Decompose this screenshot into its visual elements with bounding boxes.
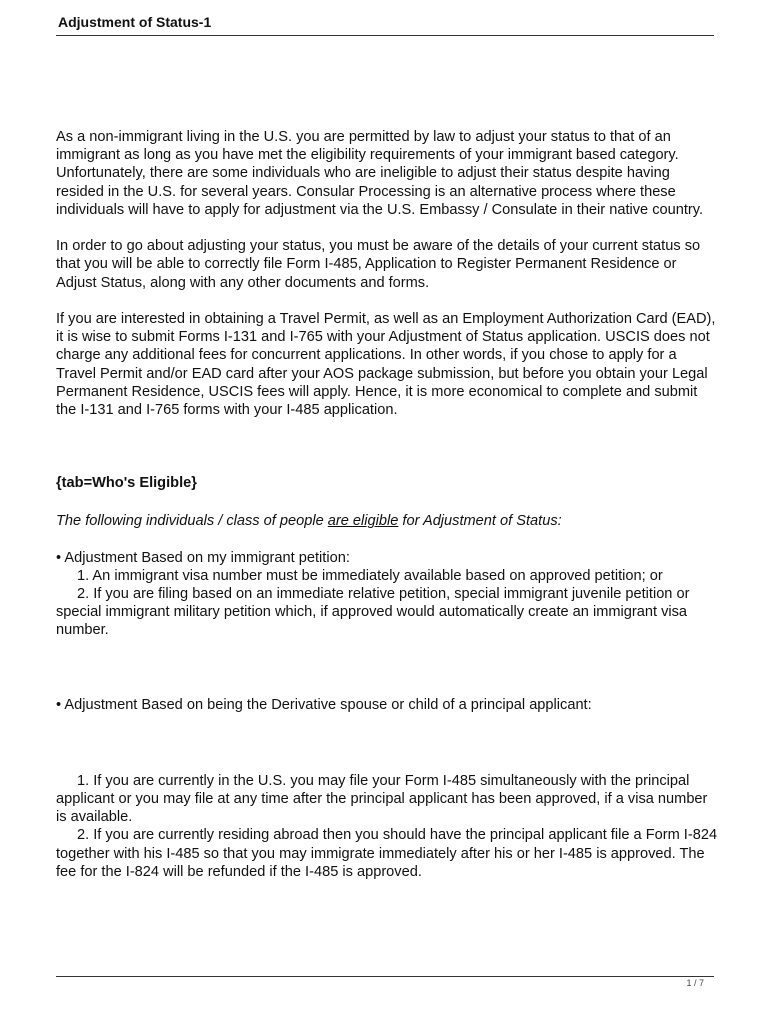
page-number: 1 / 7 [686, 978, 704, 988]
section-immigrant-petition-item-2: 2. If you are filing based on an immediate relative petition, special immigrant juvenile petition or special immigrant military petition which, if approved would automatically create an immigrant visa number. [56, 586, 690, 639]
eligible-intro [56, 512, 718, 530]
header-divider [56, 35, 714, 36]
eligible-intro-after: for Adjustment of Status: [398, 513, 562, 530]
section-derivative-item-2: 2. If you are currently residing abroad then you should have the principal applicant file a Form I-824 together with his I-485 so that you may immigrate immediately after his or her I-485 is approved. The fee for the I-824 will be refunded if the I-485 is approved. [56, 827, 718, 880]
eligible-intro-before: The following individuals / class of people [56, 513, 328, 530]
document-body [56, 128, 718, 881]
section-derivative-item-1: 1. If you are currently in the U.S. you may file your Form I-485 simultaneously with the principal applicant or you may file at any time after the principal applicant has been approved, if a visa number is available. [56, 772, 708, 826]
footer-divider [56, 976, 714, 977]
section-immigrant-petition-heading: • Adjustment Based on my immigrant petition: [56, 549, 350, 566]
paragraph-adjusting-status: In order to go about adjusting your status, you must be aware of the details of your current status so that you will be able to correctly file Form I-485, Application to Register Permanent Residence or Adjust Status, along with any other documents and forms. [56, 238, 701, 291]
section-immigrant-petition-item-1: 1. An immigrant visa number must be immediately available based on approved petition; or [77, 567, 663, 584]
eligible-intro-underlined: are eligible [327, 513, 399, 530]
document-header-title: Adjustment of Status-1 [58, 14, 212, 30]
paragraph-travel-permit: If you are interested in obtaining a Travel Permit, as well as an Employment Authorization Card (EAD), it is wise to submit Forms I-131 and I-765 with your Adjustment of Status application. USCIS does not charge any additional fees for concurrent applications. In other words, if you chose to apply for a Travel Permit and/or EAD card after your AOS package submission, but before you obtain your Legal Permanent Residence, USCIS fees will apply. Hence, it is more economical to complete and submit the I-131 and I-765 forms with your I-485 application. [56, 311, 716, 419]
paragraph-intro: As a non-immigrant living in the U.S. you are permitted by law to adjust your status to that of an immigrant as long as you have met the eligibility requirements of your immigrant based category. Unfortunately, there are some individuals who are ineligible to adjust their status despite having resided in the U.S. for several years. Consular Processing is an alternative process where these individuals will have to apply for adjustment via the U.S. Embassy / Consulate in their native country. [56, 129, 704, 218]
section-derivative-heading: • Adjustment Based on being the Derivative spouse or child of a principal applicant: [56, 696, 592, 713]
tab-heading-whos-eligible: {tab=Who's Eligible} [56, 475, 197, 492]
